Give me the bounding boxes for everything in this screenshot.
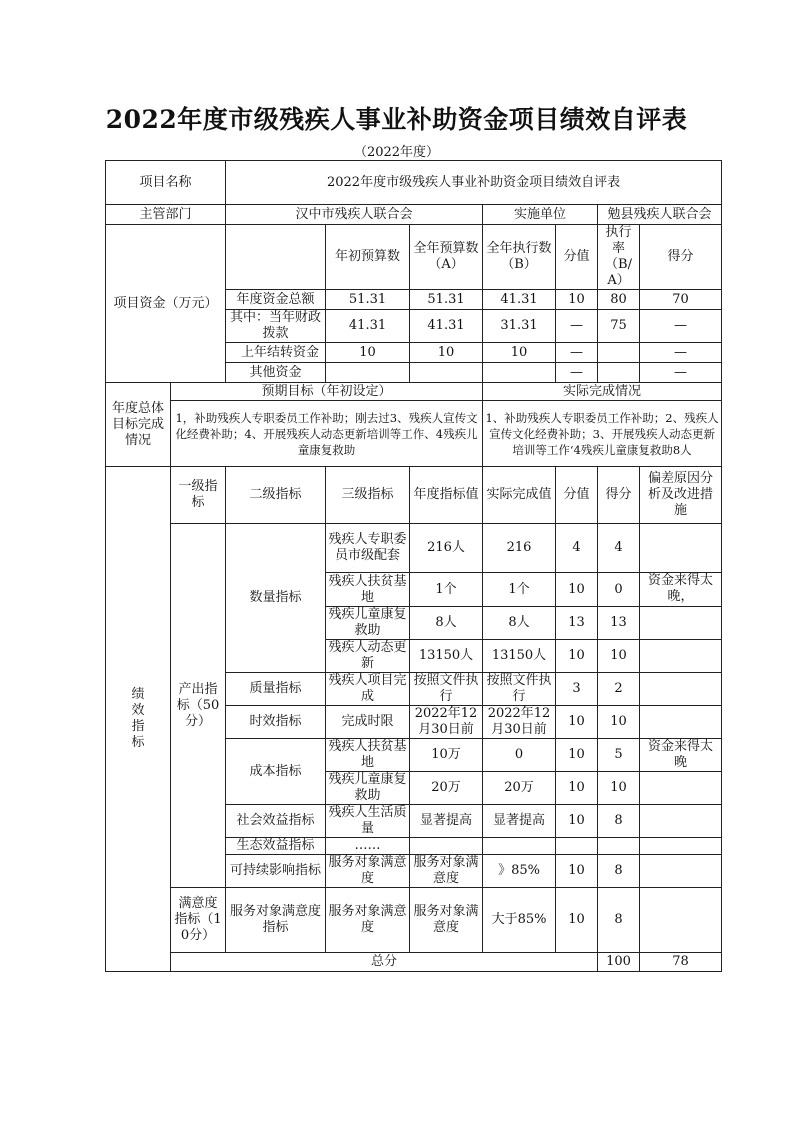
funds-row-initial: 51.31 — [326, 290, 410, 310]
funds-label: 项目资金（万元） — [106, 225, 226, 383]
indicator-actual: 20万 — [483, 772, 556, 805]
satisfaction-indicator-label: 满意度指标（10分） — [171, 888, 226, 953]
indicator-deviation — [640, 524, 722, 573]
indicator-score: 0 — [598, 573, 640, 607]
funds-row-score-value: — — [556, 363, 598, 383]
dept-label: 主管部门 — [106, 205, 226, 225]
sustain-indicator-label: 可持续影响指标 — [226, 855, 326, 888]
funds-header-executed: 全年执行数（B） — [483, 225, 556, 290]
indicator-actual: 0 — [483, 739, 556, 772]
indicator-target: 13150人 — [410, 640, 483, 673]
header-score: 得分 — [598, 467, 640, 524]
indicator-level3: 服务对象满意度 — [326, 855, 410, 888]
indicator-actual: 显著提高 — [483, 805, 556, 838]
indicator-deviation: 资金来得太晚 — [640, 739, 722, 772]
project-name-value: 2022年度市级残疾人事业补助资金项目绩效自评表 — [226, 161, 722, 205]
indicator-deviation — [640, 838, 722, 855]
total-score-value: 100 — [598, 953, 640, 972]
indicator-deviation — [640, 855, 722, 888]
indicator-deviation — [640, 888, 722, 953]
funds-row-rate — [598, 343, 640, 363]
goals-content-row — [106, 401, 722, 467]
social-indicator-label: 社会效益指标 — [226, 805, 326, 838]
funds-row-executed — [483, 363, 556, 383]
goals-actual-label: 实际完成情况 — [483, 383, 722, 401]
funds-row-score: — — [640, 343, 722, 363]
quality-indicator-label: 质量指标 — [226, 673, 326, 706]
funds-row-score: 70 — [640, 290, 722, 310]
indicator-actual: 按照文件执行 — [483, 673, 556, 706]
eco-indicator-label: 生态效益指标 — [226, 838, 326, 855]
indicator-score: 10 — [598, 640, 640, 673]
indicator-level3: 服务对象满意度 — [326, 888, 410, 953]
time-indicator-label: 时效指标 — [226, 706, 326, 739]
indicator-score-value: 10 — [556, 888, 598, 953]
funds-row-name: 其他资金 — [226, 363, 326, 383]
indicator-target: 显著提高 — [410, 805, 483, 838]
indicator-deviation — [640, 607, 722, 640]
header-level3: 三级指标 — [326, 467, 410, 524]
funds-row-score-value: — — [556, 310, 598, 343]
indicator-score: 4 — [598, 524, 640, 573]
indicator-target: 10万 — [410, 739, 483, 772]
indicator-actual: 》85% — [483, 855, 556, 888]
indicator-deviation — [640, 772, 722, 805]
indicator-deviation — [640, 706, 722, 739]
indicator-score — [598, 838, 640, 855]
funds-row-initial: 10 — [326, 343, 410, 363]
header-deviation: 偏差原因分析及改进措施 — [640, 467, 722, 524]
indicator-score: 10 — [598, 772, 640, 805]
funds-row-name: 其中：当年财政拨款 — [226, 310, 326, 343]
indicator-level3: 残疾人项目完成 — [326, 673, 410, 706]
satisfaction-level2-label: 服务对象满意度指标 — [226, 888, 326, 953]
indicator-target — [410, 838, 483, 855]
funds-row-rate: 80 — [598, 290, 640, 310]
total-score: 78 — [640, 953, 722, 972]
funds-header-score: 得分 — [640, 225, 722, 290]
funds-row-score: — — [640, 310, 722, 343]
funds-header-score-value: 分值 — [556, 225, 598, 290]
indicator-row — [106, 888, 722, 953]
indicator-score-value — [556, 838, 598, 855]
indicator-deviation — [640, 640, 722, 673]
funds-row-rate — [598, 363, 640, 383]
indicator-actual: 216 — [483, 524, 556, 573]
funds-header-rate: 执行率（B/A） — [598, 225, 640, 290]
indicator-score-value: 10 — [556, 640, 598, 673]
funds-row-score-value: — — [556, 343, 598, 363]
indicator-target: 20万 — [410, 772, 483, 805]
funds-row-score: — — [640, 363, 722, 383]
goals-expected-text: 1，补助残疾人专职委员工作补助；刚去过3、残疾人宣传文化经费补助；4、开展残疾人动态更新培训等工作、4残疾儿童康复救助 — [171, 401, 483, 467]
header-level2: 二级指标 — [226, 467, 326, 524]
funds-row-annual: 10 — [410, 343, 483, 363]
dept-value: 汉中市残疾人联合会 — [226, 205, 483, 225]
indicator-actual: 13150人 — [483, 640, 556, 673]
header-actual: 实际完成值 — [483, 467, 556, 524]
indicator-score-value: 4 — [556, 524, 598, 573]
indicator-level3: 残疾人动态更新 — [326, 640, 410, 673]
indicator-score-value: 3 — [556, 673, 598, 706]
indicator-deviation — [640, 805, 722, 838]
goals-header-row — [106, 383, 722, 401]
project-name-label: 项目名称 — [106, 161, 226, 205]
indicator-score-value: 10 — [556, 855, 598, 888]
quantity-indicator-label: 数量指标 — [226, 524, 326, 673]
indicator-score: 5 — [598, 739, 640, 772]
indicator-score: 10 — [598, 706, 640, 739]
funds-row-annual: 51.31 — [410, 290, 483, 310]
goals-actual-text: 1、补助残疾人专职委员工作补助；2、残疾人宣传文化经费补助；3、开展残疾人动态更新培训等工作‘4残疾儿童康复救助8人 — [483, 401, 722, 467]
funds-row-annual: 41.31 — [410, 310, 483, 343]
indicator-score: 8 — [598, 855, 640, 888]
indicator-actual — [483, 838, 556, 855]
page-title: 2022年度市级残疾人事业补助资金项目绩效自评表 — [105, 105, 688, 134]
indicator-target: 按照文件执行 — [410, 673, 483, 706]
indicator-deviation — [640, 673, 722, 706]
indicator-score: 13 — [598, 607, 640, 640]
indicator-target: 216人 — [410, 524, 483, 573]
indicator-score: 8 — [598, 888, 640, 953]
indicator-level3: 残疾人扶贫基地 — [326, 573, 410, 607]
funds-header-annual: 全年预算数（A） — [410, 225, 483, 290]
funds-header-row — [106, 225, 722, 290]
header-score-value: 分值 — [556, 467, 598, 524]
funds-row-name: 年度资金总额 — [226, 290, 326, 310]
indicator-target: 8人 — [410, 607, 483, 640]
funds-row-name: 上年结转资金 — [226, 343, 326, 363]
goals-label: 年度总体目标完成情况 — [106, 383, 171, 467]
funds-row-initial — [326, 363, 410, 383]
indicator-actual: 大于85% — [483, 888, 556, 953]
output-indicator-label: 产出指标（50分） — [171, 524, 226, 888]
indicator-target: 2022年12月30日前 — [410, 706, 483, 739]
funds-row-initial: 41.31 — [326, 310, 410, 343]
indicator-header-row — [106, 467, 722, 524]
header-target: 年度指标值 — [410, 467, 483, 524]
indicator-score-value: 10 — [556, 772, 598, 805]
cost-indicator-label: 成本指标 — [226, 739, 326, 805]
funds-row-executed: 41.31 — [483, 290, 556, 310]
page-subtitle: （2022年度） — [353, 145, 440, 160]
project-name-row — [106, 161, 722, 205]
indicator-deviation: 资金来得太晚， — [640, 573, 722, 607]
indicator-target: 服务对象满意度 — [410, 888, 483, 953]
funds-row-rate: 75 — [598, 310, 640, 343]
indicator-level3: 完成时限 — [326, 706, 410, 739]
indicator-score-value: 13 — [556, 607, 598, 640]
indicator-score-value: 10 — [556, 739, 598, 772]
funds-row-annual — [410, 363, 483, 383]
funds-header-initial: 年初预算数 — [326, 225, 410, 290]
indicators-label: 绩效指标 — [106, 467, 171, 972]
indicator-score: 8 — [598, 805, 640, 838]
indicator-level3: 残疾人专职委员市级配套 — [326, 524, 410, 573]
indicator-score-value: 10 — [556, 706, 598, 739]
indicator-level3: 残疾儿童康复救助 — [326, 607, 410, 640]
indicator-target: 1个 — [410, 573, 483, 607]
indicator-score: 2 — [598, 673, 640, 706]
funds-header-blank — [226, 225, 326, 290]
indicator-level3: 残疾儿童康复救助 — [326, 772, 410, 805]
indicator-actual: 2022年12月30日前 — [483, 706, 556, 739]
indicator-row — [106, 524, 722, 573]
indicator-target: 服务对象满意度 — [410, 855, 483, 888]
indicator-score-value: 10 — [556, 573, 598, 607]
impl-value: 勉县残疾人联合会 — [598, 205, 722, 225]
indicator-level3: 残疾人扶贫基地 — [326, 739, 410, 772]
indicator-actual: 1个 — [483, 573, 556, 607]
funds-row-executed: 31.31 — [483, 310, 556, 343]
evaluation-table — [105, 160, 722, 972]
indicator-level3: 残疾人生活质量 — [326, 805, 410, 838]
total-row — [106, 953, 722, 972]
funds-row-executed: 10 — [483, 343, 556, 363]
indicator-level3: …… — [326, 838, 410, 855]
indicator-score-value: 10 — [556, 805, 598, 838]
department-row — [106, 205, 722, 225]
impl-label: 实施单位 — [483, 205, 598, 225]
total-label: 总分 — [171, 953, 598, 972]
header-level1: 一级指标 — [171, 467, 226, 524]
goals-expected-label: 预期目标（年初设定） — [171, 383, 483, 401]
funds-row-score-value: 10 — [556, 290, 598, 310]
indicator-actual: 8人 — [483, 607, 556, 640]
